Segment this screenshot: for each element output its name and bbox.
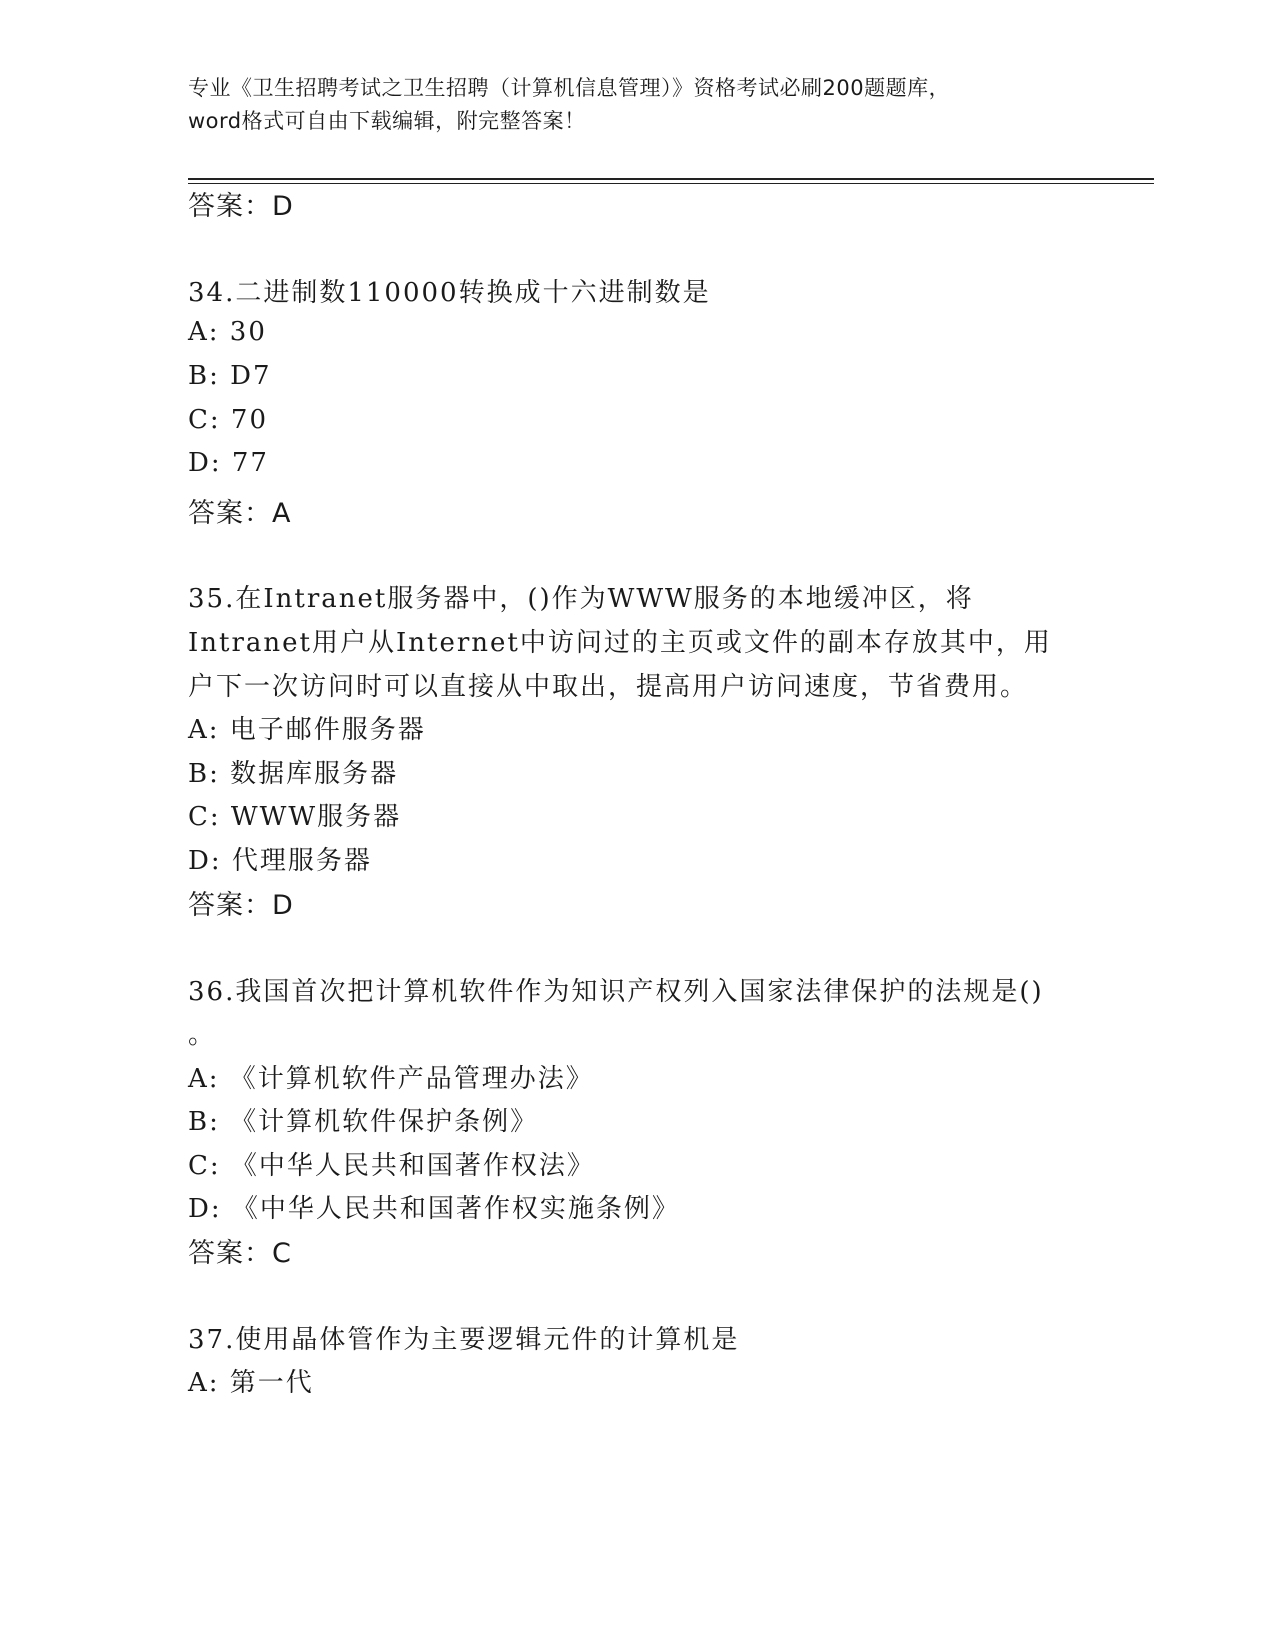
q36-option-c: C: 《中华人民共和国著作权法》 [188, 1151, 595, 1181]
header-divider-thin [188, 183, 1154, 184]
answer-35: 答案：D [188, 890, 294, 921]
q37-option-a: A: 第一代 [188, 1368, 314, 1398]
header-line-1: 专业《卫生招聘考试之卫生招聘（计算机信息管理）》资格考试必刷200题题库， [188, 76, 951, 100]
q36-option-d: D: 《中华人民共和国著作权实施条例》 [188, 1194, 680, 1224]
question-35-line-1: 35.在Intranet服务器中，()作为WWW服务的本地缓冲区，将 [188, 584, 974, 614]
q35-option-b: B: 数据库服务器 [188, 759, 399, 789]
q36-option-a: A: 《计算机软件产品管理办法》 [188, 1064, 594, 1094]
question-36-line-1: 36.我国首次把计算机软件作为知识产权列入国家法律保护的法规是() [188, 977, 1044, 1007]
q35-option-a: A: 电子邮件服务器 [188, 715, 426, 745]
q34-option-c: C: 70 [188, 405, 269, 435]
answer-34: 答案：A [188, 498, 292, 529]
question-34: 34.二进制数110000转换成十六进制数是 [188, 278, 711, 308]
answer-33: 答案：D [188, 191, 294, 222]
question-35-line-2: Intranet用户从Internet中访问过的主页或文件的副本存放其中，用 [188, 628, 1052, 658]
question-37: 37.使用晶体管作为主要逻辑元件的计算机是 [188, 1325, 740, 1355]
header-line-2: word格式可自由下载编辑，附完整答案！ [188, 109, 586, 133]
question-35-line-3: 户下一次访问时可以直接从中取出，提高用户访问速度，节省费用。 [188, 672, 1029, 702]
document-header [188, 72, 1088, 138]
q34-option-b: B: D7 [188, 361, 272, 391]
q35-option-c: C: WWW服务器 [188, 802, 402, 832]
q34-option-a: A: 30 [188, 317, 267, 347]
q34-option-d: D: 77 [188, 448, 269, 478]
question-36-line-2: 。 [188, 1020, 217, 1050]
q36-option-b: B: 《计算机软件保护条例》 [188, 1107, 539, 1137]
header-divider-thick [188, 178, 1154, 180]
q35-option-d: D: 代理服务器 [188, 846, 372, 876]
answer-36: 答案：C [188, 1238, 292, 1269]
